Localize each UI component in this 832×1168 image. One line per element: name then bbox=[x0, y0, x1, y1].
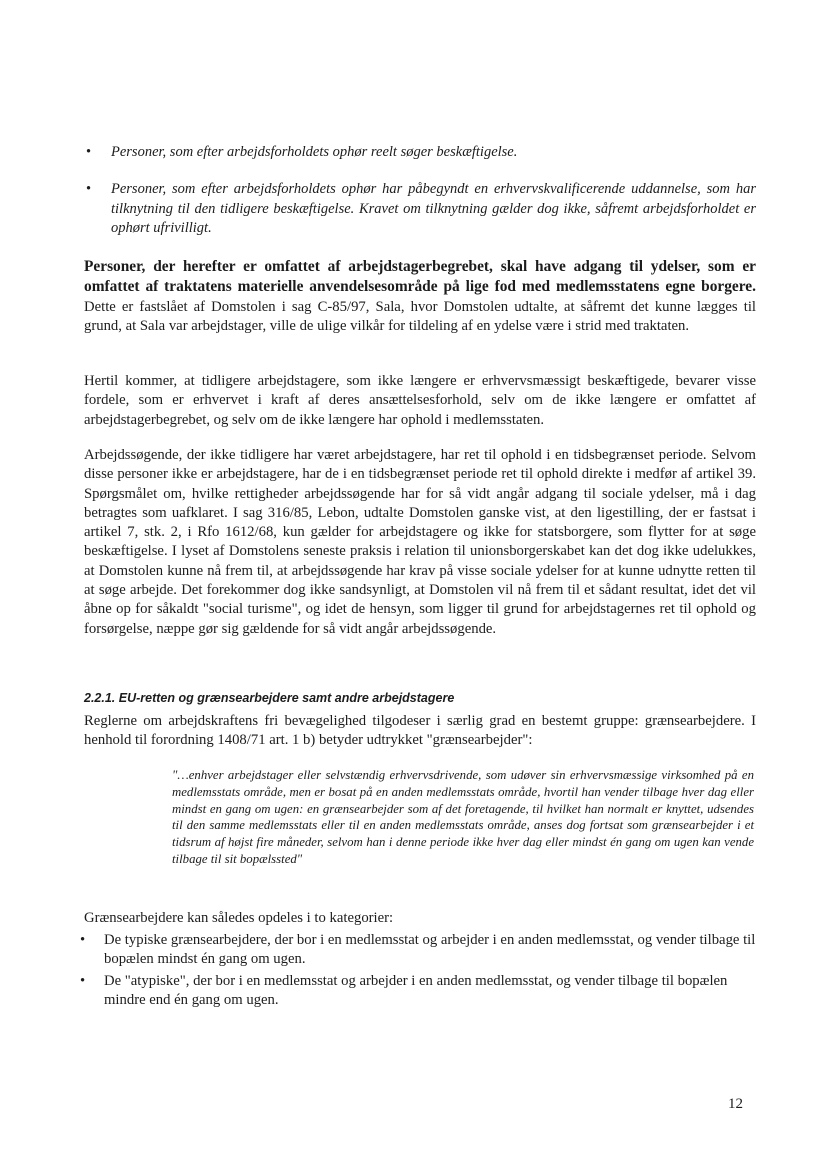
paragraph bbox=[84, 257, 756, 336]
bullet-item bbox=[86, 180, 756, 239]
bullet-text: Personer, som efter arbejdsforholdets ophør har påbegyndt en erhvervskvalificerende uddannelse, som har tilknytning til den tidligere beskæftigelse. Kravet om tilknytning gælder dog ikke, såfremt arbejdsforholdet er ophørt ufrivilligt. bbox=[111, 181, 756, 236]
section-heading: 2.2.1. EU-retten og grænsearbejdere samt andre arbejdstagere bbox=[84, 691, 455, 705]
block-quote: "…enhver arbejdstager eller selvstændig erhvervsdrivende, som udøver sin erhvervsmæssige virksomhed på en medlemsstats område, men er bosat på en anden medlemsstats område, hvortil han vender tilbage hver dag eller mindst en gang om ugen: en grænsearbejder som af det foretagende, til hvilket han normalt er knyttet, udsendes til den samme medlemsstats eller til en anden medlemsstats område, anses dog fortsat som grænsearbejder i et tidsrum af højst fire måneder, selvom han i denne periode ikke hver dag eller mindst én gang om ugen kan vende tilbage til sit bopælssted" bbox=[172, 768, 754, 866]
bullet-item bbox=[86, 143, 756, 163]
bullet-text: Personer, som efter arbejdsforholdets ophør reelt søger beskæftigelse. bbox=[111, 144, 518, 160]
bullet-symbol: • bbox=[80, 973, 86, 989]
paragraph-text: Grænsearbejdere kan således opdeles i to kategorier: bbox=[84, 910, 394, 926]
page-number: 12 bbox=[728, 1096, 743, 1112]
bullet-symbol: • bbox=[86, 181, 92, 197]
paragraph-text: Reglerne om arbejdskraftens fri bevægelighed tilgodeser i særlig grad en bestemt gruppe: grænsearbejdere. I henhold til forordning 1408/71 art. 1 b) betyder udtrykket "grænsearbejder": bbox=[84, 713, 756, 749]
bullet-symbol: • bbox=[86, 144, 92, 160]
paragraph-bold-lead: Personer, der herefter er omfattet af arbejdstagerbegrebet, skal have adgang til ydelser, som er omfattet af traktatens materielle anvendelsesområde på lige fod med medlemsstatens egne borgere. bbox=[84, 258, 756, 296]
paragraph bbox=[84, 446, 756, 639]
bullet-item bbox=[80, 972, 756, 1011]
bullet-symbol: • bbox=[80, 932, 86, 948]
paragraph-text: Hertil kommer, at tidligere arbejdstagere, som ikke længere er erhvervsmæssigt beskæftigede, bevarer visse fordele, som er erhvervet i kraft af deres ansættelsesforhold, selv om de ikke længere er omfattet af arbejdstagerbegrebet, og selv om de ikke længere har ophold i medlemsstaten. bbox=[84, 373, 756, 428]
bullet-item bbox=[80, 931, 756, 970]
bullet-text: De "atypiske", der bor i en medlemsstat og arbejder i en anden medlemsstat, og vender tilbage til bopælen mindre end én gang om ugen. bbox=[104, 973, 728, 1009]
paragraph bbox=[84, 909, 756, 928]
bullet-text: De typiske grænsearbejdere, der bor i en medlemsstat og arbejder i en anden medlemsstat, og vender tilbage til bopælen mindst én gang om ugen. bbox=[104, 932, 756, 968]
paragraph-text: Arbejdssøgende, der ikke tidligere har været arbejdstagere, har ret til ophold i en tidsbegrænset periode. Selvom disse personer ikke er arbejdstagere, har de i en tidsbegrænset periode ret til ophold direkte i medfør af artikel 39. Spørgsmålet om, hvilke rettigheder arbejdssøgende har for så vidt angår adgang til sociale ydelser, må i dag betragtes som uafklaret. I sag 316/85, Lebon, udtalte Domstolen ganske vist, at den ligestilling, der er fastsat i artikel 7, stk. 2, i Rfo 1612/68, kun gælder for arbejdstagere og ikke for statsborgere, som flytter for at søge beskæftigelse. I lyset af Domstolens seneste praksis i relation til unionsborgerskabet kan det dog ikke udelukkes, at Domstolen kunne nå frem til, at arbejdssøgende har krav på visse sociale ydelser for at kunne udnytte retten til at søge arbejde. Det forekommer dog ikke sandsynligt, at Domstolen vil nå frem til et sådant resultat, idet det vil åbne op for såkaldt "social turisme", og idet de hensyn, som ligger til grund for arbejdstagernes ret til ophold og forsørgelse, næppe gør sig gældende for så vidt angår arbejdssøgende. bbox=[84, 447, 756, 637]
paragraph bbox=[84, 712, 756, 751]
paragraph bbox=[84, 372, 756, 430]
paragraph-text: Dette er fastslået af Domstolen i sag C-85/97, Sala, hvor Domstolen udtalte, at såfremt det kunne lægges til grund, at Sala var arbejdstager, ville de ulige vilkår for tildeling af en ydelse være i strid med traktaten. bbox=[84, 298, 756, 334]
